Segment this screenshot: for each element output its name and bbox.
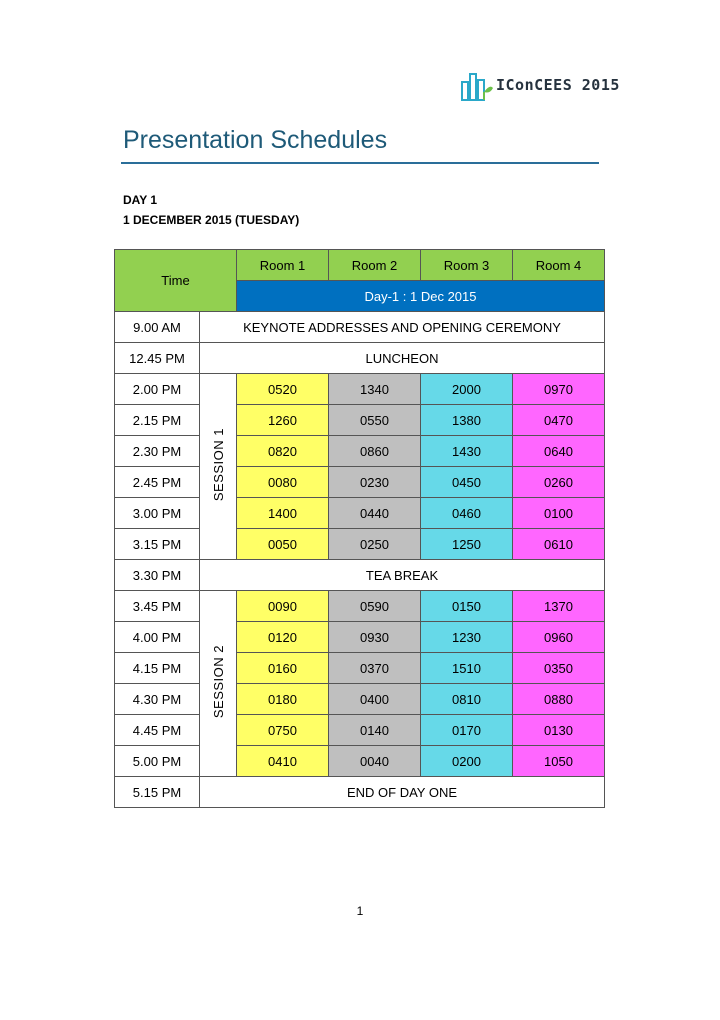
paper-cell: 0610 <box>513 529 605 560</box>
paper-cell: 0120 <box>237 622 329 653</box>
time-cell: 2.00 PM <box>115 374 200 405</box>
room-header: Room 4 <box>513 250 605 281</box>
paper-cell: 0130 <box>513 715 605 746</box>
city-leaf-logo-icon <box>460 70 494 102</box>
session-label-cell <box>200 374 237 560</box>
tea-row <box>115 560 605 591</box>
paper-cell: 0250 <box>329 529 421 560</box>
paper-cell: 1370 <box>513 591 605 622</box>
paper-cell: 0080 <box>237 467 329 498</box>
paper-cell: 1380 <box>421 405 513 436</box>
paper-cell: 1430 <box>421 436 513 467</box>
title-divider <box>121 162 599 164</box>
table-row <box>115 622 605 653</box>
time-cell: 3.00 PM <box>115 498 200 529</box>
time-cell: 5.15 PM <box>115 777 200 808</box>
paper-cell: 2000 <box>421 374 513 405</box>
time-cell: 4.30 PM <box>115 684 200 715</box>
time-cell: 2.15 PM <box>115 405 200 436</box>
room-header: Room 1 <box>237 250 329 281</box>
paper-cell: 0750 <box>237 715 329 746</box>
paper-cell: 0150 <box>421 591 513 622</box>
paper-cell: 0520 <box>237 374 329 405</box>
paper-cell: 0440 <box>329 498 421 529</box>
event-cell: END OF DAY ONE <box>200 777 605 808</box>
paper-cell: 1340 <box>329 374 421 405</box>
time-cell: 9.00 AM <box>115 312 200 343</box>
paper-cell: 1400 <box>237 498 329 529</box>
time-cell: 5.00 PM <box>115 746 200 777</box>
time-cell: 4.00 PM <box>115 622 200 653</box>
time-cell: 2.30 PM <box>115 436 200 467</box>
paper-cell: 0470 <box>513 405 605 436</box>
time-header: Time <box>115 250 237 312</box>
table-row <box>115 529 605 560</box>
conference-logo <box>460 70 620 102</box>
time-cell: 3.15 PM <box>115 529 200 560</box>
paper-cell: 0260 <box>513 467 605 498</box>
paper-cell: 1510 <box>421 653 513 684</box>
paper-cell: 0400 <box>329 684 421 715</box>
paper-cell: 0410 <box>237 746 329 777</box>
paper-cell: 0860 <box>329 436 421 467</box>
paper-cell: 0180 <box>237 684 329 715</box>
event-cell: LUNCHEON <box>200 343 605 374</box>
paper-cell: 0040 <box>329 746 421 777</box>
table-row <box>115 715 605 746</box>
paper-cell: 0880 <box>513 684 605 715</box>
paper-cell: 0550 <box>329 405 421 436</box>
paper-cell: 1230 <box>421 622 513 653</box>
time-cell: 4.45 PM <box>115 715 200 746</box>
end-row <box>115 777 605 808</box>
table-row <box>115 405 605 436</box>
paper-cell: 0100 <box>513 498 605 529</box>
time-cell: 3.45 PM <box>115 591 200 622</box>
paper-cell: 1250 <box>421 529 513 560</box>
paper-cell: 0810 <box>421 684 513 715</box>
lunch-row <box>115 343 605 374</box>
paper-cell: 0590 <box>329 591 421 622</box>
day-banner: Day-1 : 1 Dec 2015 <box>237 281 605 312</box>
paper-cell: 0090 <box>237 591 329 622</box>
schedule-table <box>114 249 605 808</box>
paper-cell: 0960 <box>513 622 605 653</box>
logo-text: IConCEES 2015 <box>496 76 620 94</box>
table-row <box>115 498 605 529</box>
page-title: Presentation Schedules <box>123 126 388 154</box>
keynote-row <box>115 312 605 343</box>
table-row <box>115 591 605 622</box>
date-label: 1 DECEMBER 2015 (TUESDAY) <box>123 213 300 227</box>
table-row <box>115 374 605 405</box>
table-row <box>115 436 605 467</box>
event-cell: KEYNOTE ADDRESSES AND OPENING CEREMONY <box>200 312 605 343</box>
paper-cell: 0970 <box>513 374 605 405</box>
header-row <box>115 250 605 281</box>
paper-cell: 0460 <box>421 498 513 529</box>
time-cell: 12.45 PM <box>115 343 200 374</box>
paper-cell: 0640 <box>513 436 605 467</box>
paper-cell: 0450 <box>421 467 513 498</box>
room-header: Room 3 <box>421 250 513 281</box>
table-row <box>115 653 605 684</box>
paper-cell: 1260 <box>237 405 329 436</box>
paper-cell: 0160 <box>237 653 329 684</box>
paper-cell: 0170 <box>421 715 513 746</box>
time-cell: 3.30 PM <box>115 560 200 591</box>
paper-cell: 0230 <box>329 467 421 498</box>
paper-cell: 0370 <box>329 653 421 684</box>
table-row <box>115 746 605 777</box>
session-label: SESSION 1 <box>210 428 226 502</box>
time-cell: 4.15 PM <box>115 653 200 684</box>
time-cell: 2.45 PM <box>115 467 200 498</box>
paper-cell: 1050 <box>513 746 605 777</box>
paper-cell: 0140 <box>329 715 421 746</box>
table-row <box>115 684 605 715</box>
paper-cell: 0930 <box>329 622 421 653</box>
day-label: DAY 1 <box>123 193 158 207</box>
event-cell: TEA BREAK <box>200 560 605 591</box>
paper-cell: 0050 <box>237 529 329 560</box>
paper-cell: 0350 <box>513 653 605 684</box>
room-header: Room 2 <box>329 250 421 281</box>
session-label-cell <box>200 591 237 777</box>
session-label: SESSION 2 <box>210 645 226 719</box>
table-row <box>115 467 605 498</box>
paper-cell: 0200 <box>421 746 513 777</box>
page-number: 1 <box>356 904 364 918</box>
paper-cell: 0820 <box>237 436 329 467</box>
